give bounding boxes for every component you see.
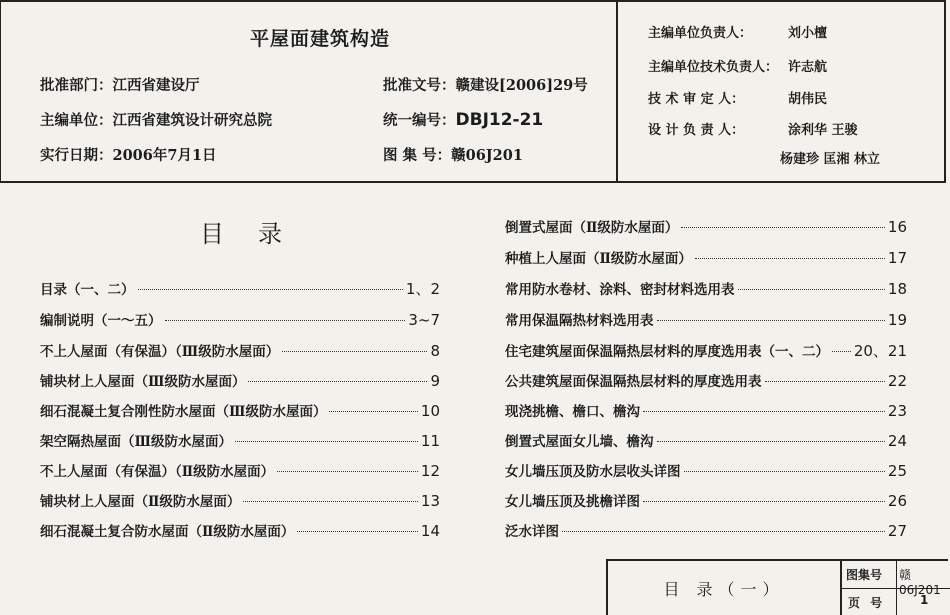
toc-entry: 公共建筑屋面保温隔热层材料的厚度选用表 22 [505, 372, 907, 390]
toc-entry: 泛水详图 27 [505, 522, 907, 540]
grid-line [896, 561, 897, 615]
toc-entry: 现浇挑檐、檐口、檐沟 23 [505, 402, 907, 420]
toc-entry: 架空隔热屋面（Ⅲ级防水屋面） 11 [40, 432, 440, 450]
effective-date: 实行日期：2006年7月1日 [40, 147, 217, 164]
toc-entry: 女儿墙压顶及防水层收头详图 25 [505, 462, 907, 480]
approval-doc: 批准文号：赣建设[2006]29号 [383, 77, 588, 94]
page-value: 1 [920, 593, 929, 607]
project-title: 平屋面建筑构造 [250, 28, 391, 50]
resp-row: 设 计 负 责 人： 涂利华 王骏 [648, 123, 858, 138]
toc-entry: 女儿墙压顶及挑檐详图 26 [505, 492, 907, 510]
sheet-name: 目 录（一） [663, 579, 785, 599]
title-block [606, 559, 948, 615]
toc-entry: 铺块材上人屋面（Ⅲ级防水屋面） 9 [40, 372, 440, 390]
toc-entry: 不上人屋面（有保温）（Ⅲ级防水屋面） 8 [40, 342, 440, 360]
editor-unit: 主编单位：江西省建筑设计研究总院 [40, 112, 272, 129]
toc-entry: 目录（一、二） 1、2 [40, 280, 440, 298]
resp-row: 杨建珍 匡湘 林立 [780, 152, 881, 167]
atlas-value: 赣06J201 [899, 568, 941, 597]
toc-entry: 不上人屋面（有保温）（Ⅱ级防水屋面） 12 [40, 462, 440, 480]
atlas-label: 图集号 [846, 568, 883, 582]
resp-row: 技 术 审 定 人： 胡伟民 [648, 92, 828, 107]
toc-entry: 常用保温隔热材料选用表 19 [505, 311, 907, 329]
toc-entry: 细石混凝土复合防水屋面（Ⅱ级防水屋面） 14 [40, 522, 440, 540]
toc-title: 目录 [200, 220, 316, 248]
toc-entry: 细石混凝土复合刚性防水屋面（Ⅲ级防水屋面） 10 [40, 402, 440, 420]
header-divider [616, 0, 618, 183]
resp-row: 主编单位负责人： 刘小檀 [648, 26, 828, 41]
toc-entry: 住宅建筑屋面保温隔热层材料的厚度选用表（一、二） 20、21 [505, 342, 907, 360]
toc-entry: 编制说明（一～五） 3~7 [40, 311, 440, 329]
toc-entry: 铺块材上人屋面（Ⅱ级防水屋面） 13 [40, 492, 440, 510]
unified-number: 统一编号：DBJ12-21 [383, 110, 544, 130]
atlas-number: 图 集 号：赣06J201 [383, 147, 523, 164]
title-block-grid [840, 561, 950, 615]
toc-entry: 种植上人屋面（Ⅱ级防水屋面） 17 [505, 249, 907, 267]
toc-entry: 常用防水卷材、涂料、密封材料选用表 18 [505, 280, 907, 298]
resp-row: 主编单位技术负责人： 许志航 [648, 60, 828, 75]
page-label: 页 号 [848, 596, 886, 610]
toc-entry: 倒置式屋面女儿墙、檐沟 24 [505, 432, 907, 450]
approval-dept: 批准部门：江西省建设厅 [40, 77, 200, 94]
toc-entry: 倒置式屋面（Ⅱ级防水屋面） 16 [505, 218, 907, 236]
